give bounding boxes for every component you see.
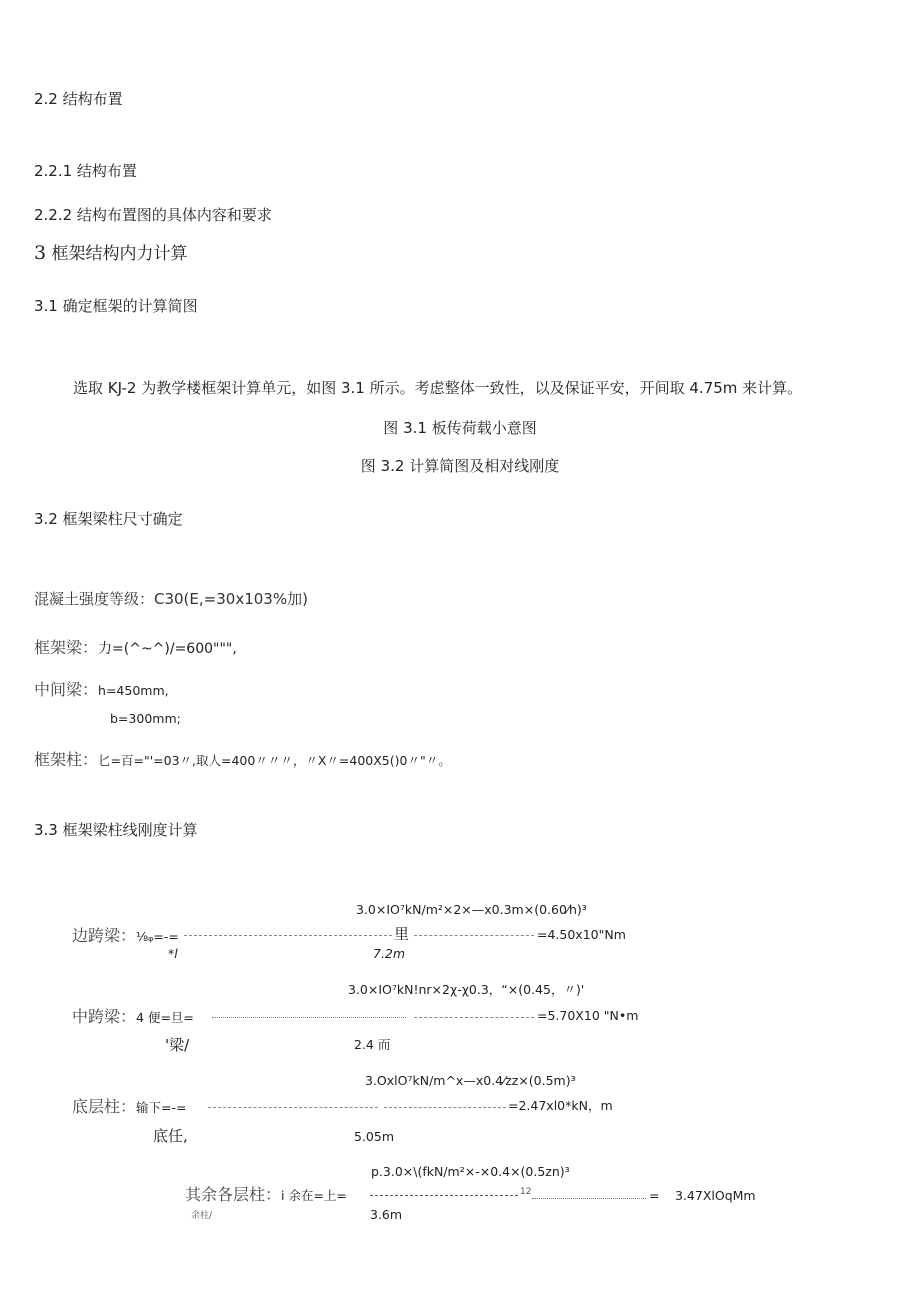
other-column-numerator: p.3.0×\(fkN/m²×-×0.4×(0.5zn)³ xyxy=(371,1164,570,1179)
middle-beam-result: =5.70X10 "N•m xyxy=(537,1008,639,1023)
heading-2-2-2: 2.2.2 结构布置图的具体内容和要求 xyxy=(34,206,272,224)
bottom-column-numerator: 3.OxlO⁷kN/m^x—x0.4⁄zz×(0.5m)³ xyxy=(365,1073,576,1088)
bottom-column-formula xyxy=(72,1099,186,1115)
middle-beam-label: 中跨梁： xyxy=(72,1007,137,1026)
frame-column-label: 框架柱： xyxy=(34,750,99,769)
bottom-column-fraction-line-left xyxy=(208,1107,378,1108)
other-column-equals: = xyxy=(649,1188,660,1203)
edge-beam-formula xyxy=(72,928,179,944)
heading-3-2: 3.2 框架梁柱尺寸确定 xyxy=(34,510,183,528)
middle-beam-denominator: 2.4 而 xyxy=(354,1037,391,1052)
frame-column-line xyxy=(34,752,451,768)
middle-beam-fraction-line-left xyxy=(212,1017,406,1018)
heading-3-number: 3 xyxy=(34,242,47,264)
edge-beam-fraction-line-left xyxy=(184,935,392,936)
bottom-column-result: =2.47xl0*kN，m xyxy=(508,1098,613,1113)
bottom-column-fraction-line-right xyxy=(384,1107,506,1108)
other-column-fraction-line-right xyxy=(532,1198,646,1199)
edge-beam-sub-left: *l xyxy=(168,946,178,961)
heading-2-2: 2.2 结构布置 xyxy=(34,90,123,108)
mid-beam-line xyxy=(34,682,169,698)
middle-beam-fraction-line-right xyxy=(414,1017,534,1018)
middle-beam-lhs: 4 便=旦= xyxy=(136,1010,194,1025)
frame-beam-label: 框架梁： xyxy=(34,638,99,657)
frame-column-value: 匕=百="'=03〃,取人=400〃〃〃，〃X〃=400X5()0〃"〃。 xyxy=(98,753,451,768)
concrete-grade: 混凝土强度等级：C30(E,=30x103%加) xyxy=(34,590,308,608)
middle-beam-formula xyxy=(72,1009,194,1025)
mid-beam-b: b=300mm; xyxy=(110,711,181,726)
heading-2-2-1: 2.2.1 结构布置 xyxy=(34,162,137,180)
other-column-formula xyxy=(185,1187,347,1203)
figure-3-1-caption: 图 3.1 板传荷载小意图 xyxy=(383,419,537,437)
heading-3-3: 3.3 框架梁柱线刚度计算 xyxy=(34,821,198,839)
edge-beam-label: 边跨梁： xyxy=(72,926,137,945)
middle-beam-numerator: 3.0×IO⁷kN!nr×2χ-χ0.3，“×(0.45，〃)' xyxy=(348,982,585,997)
other-column-sub-left: 余柱/ xyxy=(191,1211,213,1221)
other-column-label: 其余各层柱： xyxy=(185,1185,282,1204)
edge-beam-fraction-line-right xyxy=(414,935,534,936)
edge-beam-denominator: 7.2m xyxy=(373,946,406,961)
mid-beam-h: h=450mm, xyxy=(98,683,169,698)
frame-beam-value: 力=(^~^)/=600""", xyxy=(98,641,237,657)
other-column-denominator: 3.6m xyxy=(370,1207,403,1222)
bottom-column-denominator: 5.05m xyxy=(354,1129,395,1144)
other-column-fraction-line-left xyxy=(370,1195,518,1196)
heading-3-text: 框架结构内力计算 xyxy=(51,244,188,264)
edge-beam-numerator: 3.0×IO⁷kN/m²×2×—x0.3m×(0.60⁄h)³ xyxy=(356,902,587,917)
middle-beam-sub-left: '梁/ xyxy=(165,1036,190,1054)
mid-beam-label: 中间梁： xyxy=(34,680,99,699)
heading-3 xyxy=(34,244,188,263)
other-column-sup: 12 xyxy=(520,1187,532,1197)
bottom-column-lhs: 输下=-= xyxy=(136,1100,187,1115)
figure-3-2-caption: 图 3.2 计算简图及相对线刚度 xyxy=(360,457,560,475)
edge-beam-lhs: ⅛ᵩ=-= xyxy=(136,929,179,944)
bottom-column-label: 底层柱： xyxy=(72,1097,137,1116)
bottom-column-sub-left: 底任, xyxy=(153,1127,188,1145)
intro-paragraph: 选取 KJ-2 为教学楼框架计算单元，如图 3.1 所示。考虑整体一致性，以及保证平安，开间取 4.75m 来计算。 xyxy=(73,379,803,397)
edge-beam-mid-char: 里 xyxy=(394,925,410,943)
frame-beam-line xyxy=(34,640,237,656)
other-column-result: 3.47XlOqMm xyxy=(675,1188,756,1203)
other-column-lhs: i 余在=上= xyxy=(281,1188,347,1203)
edge-beam-result: =4.50x10"Nm xyxy=(537,927,626,942)
heading-3-1: 3.1 确定框架的计算简图 xyxy=(34,297,198,315)
